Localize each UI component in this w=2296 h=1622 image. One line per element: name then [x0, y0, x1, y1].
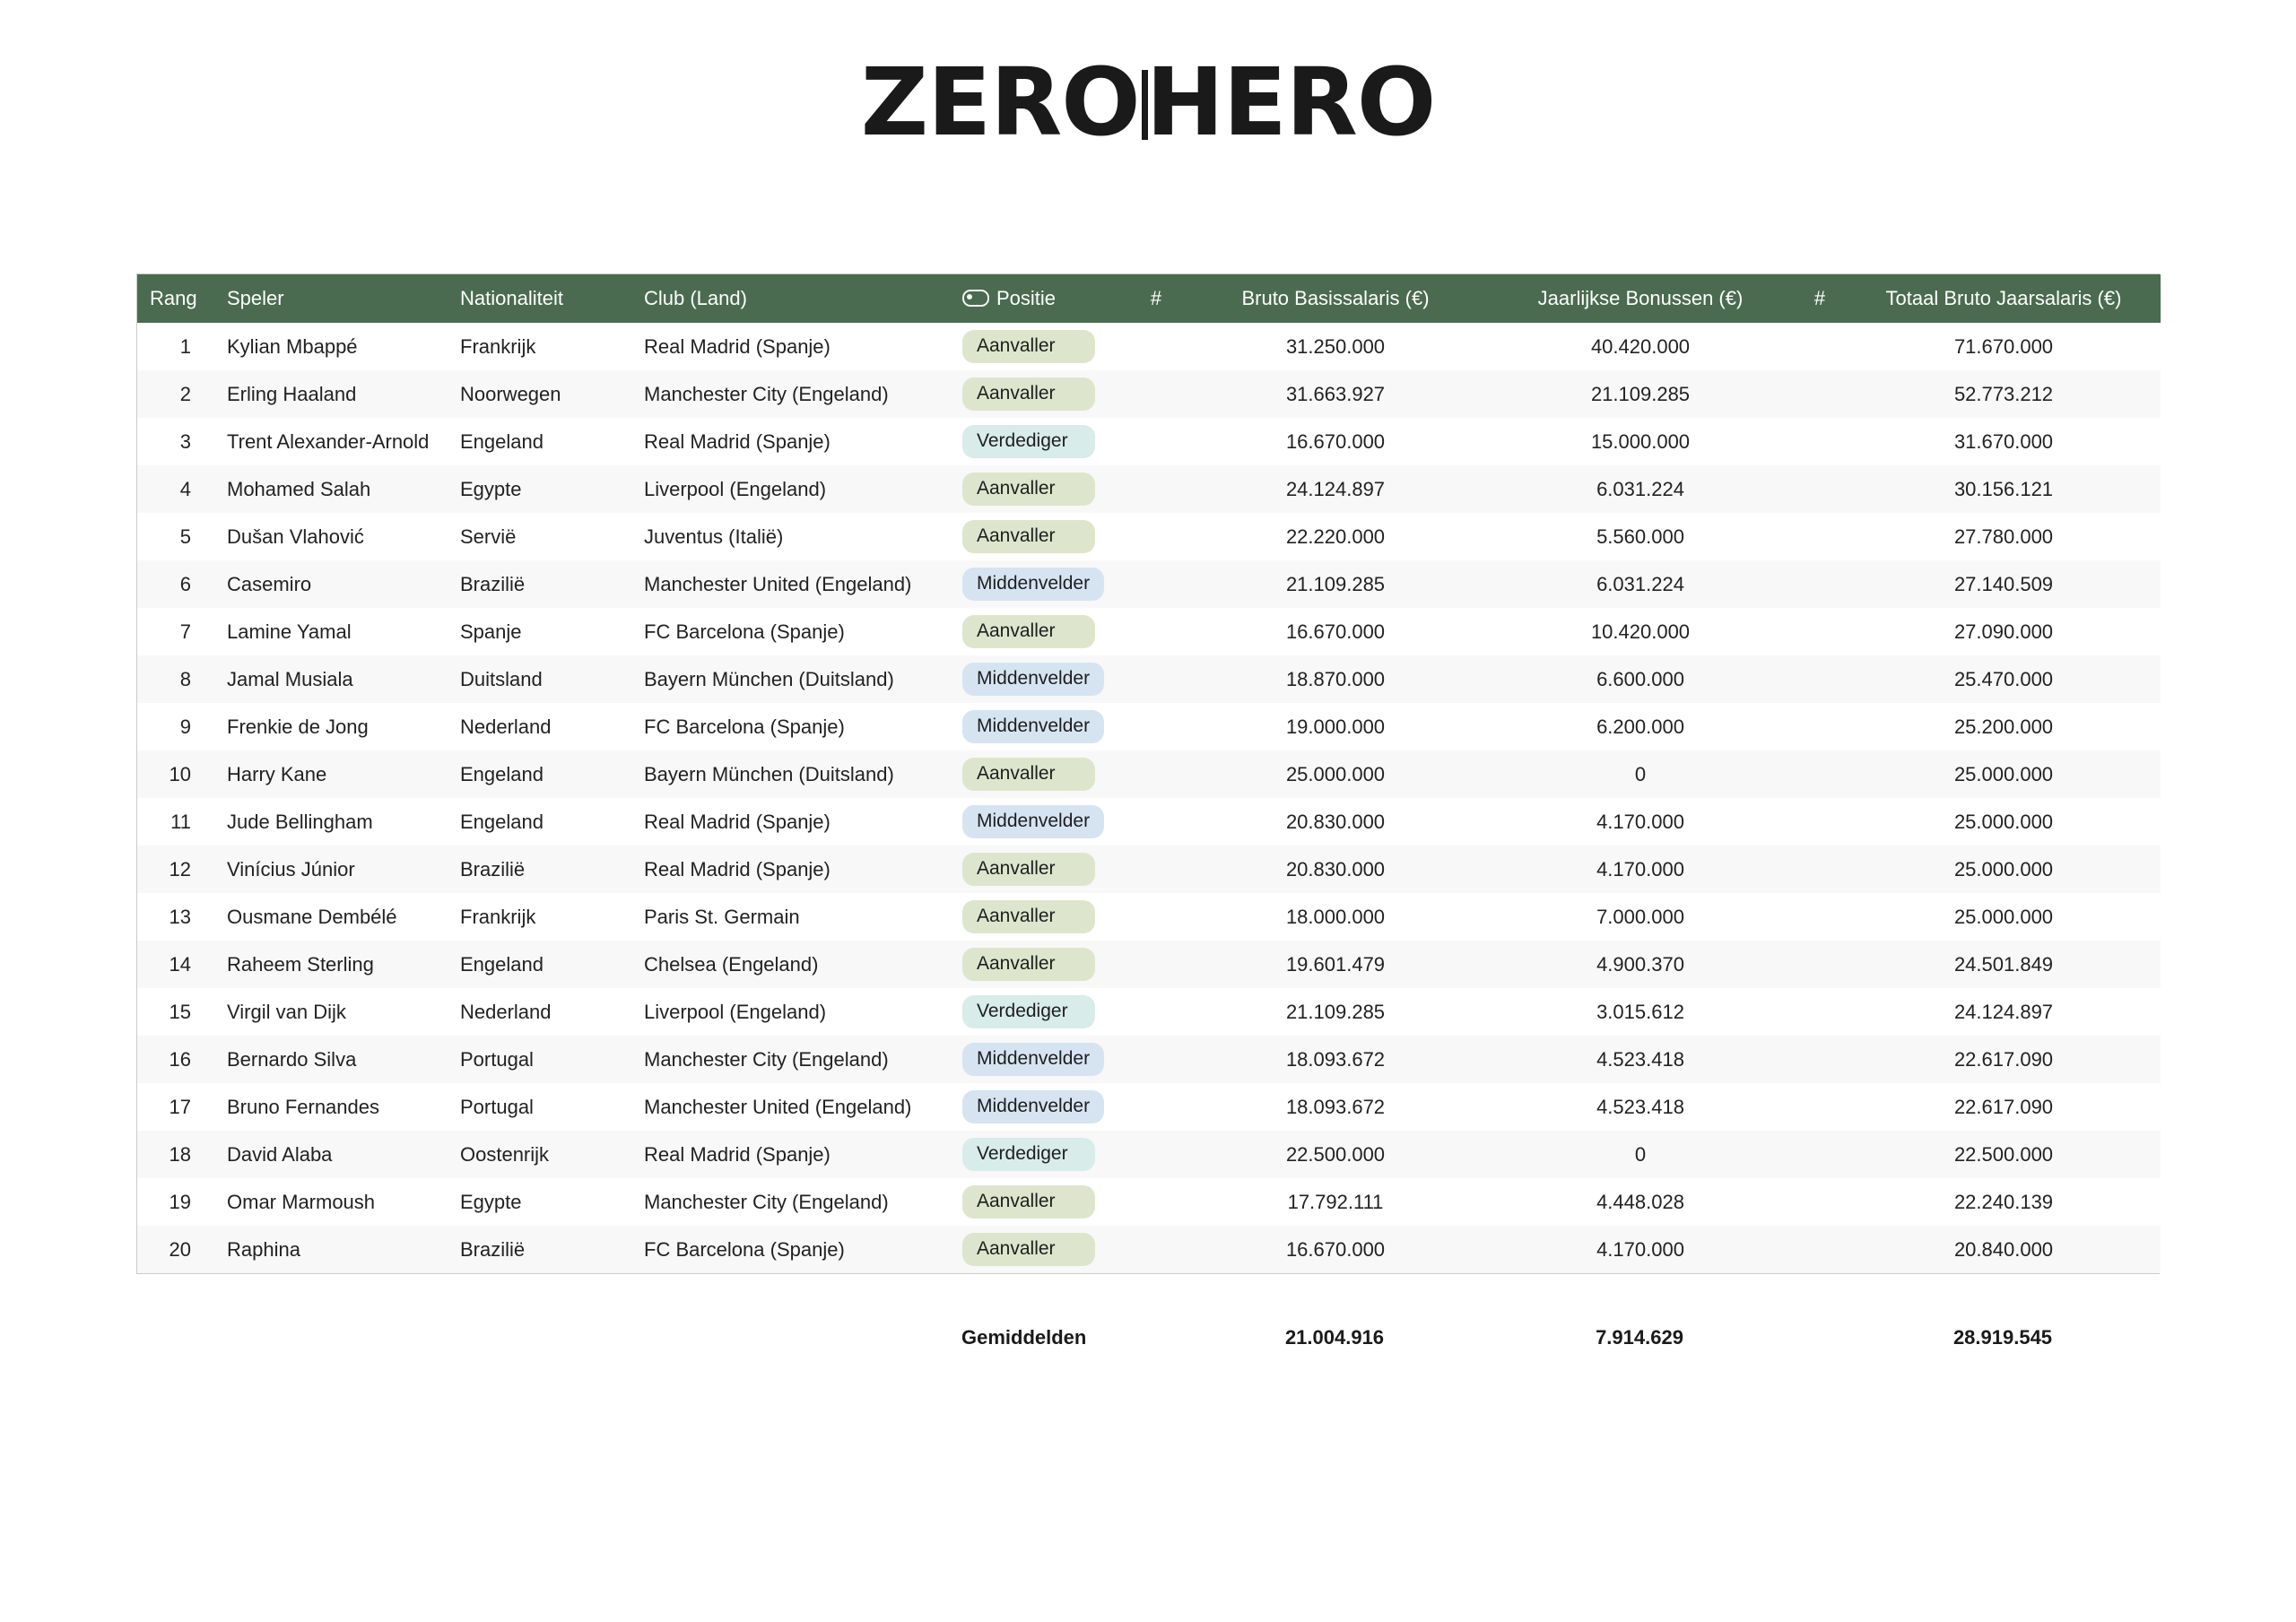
table-row[interactable]	[137, 513, 2161, 560]
cell-bruto-basissalaris: 24.124.897	[1285, 477, 1386, 500]
cell-club: Real Madrid (Spanje)	[644, 857, 831, 880]
cell-bruto-basissalaris: 16.670.000	[1285, 1237, 1386, 1261]
cell-speler: Virgil van Dijk	[227, 1000, 346, 1023]
cell-nationaliteit: Servië	[460, 525, 517, 548]
column-header-hash-2[interactable]: #	[1793, 274, 1847, 323]
column-header-totaal-bruto-jaarsalaris[interactable]: Totaal Bruto Jaarsalaris (€)	[1847, 274, 2161, 323]
cell-bruto-basissalaris: 18.000.000	[1285, 905, 1386, 928]
cell-rang: 12	[169, 857, 191, 880]
cell-hash-1	[1129, 655, 1183, 703]
cell-positie	[950, 465, 1129, 513]
filter-icon[interactable]	[962, 290, 989, 307]
cell-jaarlijkse-bonussen: 4.170.000	[1596, 1237, 1684, 1261]
cell-bruto-basissalaris: 17.792.111	[1287, 1190, 1384, 1213]
cell-totaal-bruto-jaarsalaris: 25.000.000	[1953, 810, 2054, 833]
averages-label: Gemiddelden	[961, 1326, 1087, 1349]
table-row[interactable]	[137, 465, 2161, 513]
cell-totaal-bruto-jaarsalaris: 71.670.000	[1953, 334, 2054, 358]
cell-positie	[950, 513, 1129, 560]
cell-nationaliteit: Brazilië	[460, 857, 526, 880]
cell-nationaliteit: Duitsland	[460, 667, 543, 690]
cell-hash-1	[1129, 703, 1183, 750]
cell-hash-2	[1793, 988, 1847, 1036]
table-header	[137, 274, 2161, 323]
table-row[interactable]	[137, 1178, 2161, 1226]
cell-bruto-basissalaris: 19.000.000	[1285, 715, 1386, 738]
averages-table	[136, 1314, 2160, 1362]
cell-totaal-bruto-jaarsalaris: 25.470.000	[1953, 667, 2054, 690]
column-header-positie-label: Positie	[996, 287, 1057, 309]
cell-jaarlijkse-bonussen: 6.200.000	[1596, 715, 1684, 738]
cell-jaarlijkse-bonussen: 5.560.000	[1596, 525, 1684, 548]
table-row[interactable]	[137, 1226, 2161, 1273]
cell-hash-1	[1129, 1036, 1183, 1083]
averages-totaal: 28.919.545	[1952, 1326, 2053, 1349]
cell-hash-2	[1793, 941, 1847, 988]
salaries-table	[137, 274, 2161, 1273]
cell-totaal-bruto-jaarsalaris: 25.000.000	[1953, 905, 2054, 928]
positie-badge: Middenvelder	[962, 663, 1104, 695]
cell-positie	[950, 418, 1129, 465]
positie-badge: Aanvaller	[962, 520, 1095, 552]
table-row[interactable]	[137, 750, 2161, 798]
cell-nationaliteit: Portugal	[460, 1047, 534, 1071]
cell-jaarlijkse-bonussen: 40.420.000	[1590, 334, 1691, 358]
column-header-hash-1[interactable]: #	[1129, 274, 1183, 323]
cell-totaal-bruto-jaarsalaris: 31.670.000	[1953, 429, 2054, 453]
cell-rang: 6	[179, 572, 191, 595]
cell-nationaliteit: Brazilië	[460, 572, 526, 595]
cell-positie	[950, 1178, 1129, 1226]
cell-jaarlijkse-bonussen: 6.031.224	[1596, 572, 1684, 595]
positie-badge: Aanvaller	[962, 853, 1095, 885]
cell-totaal-bruto-jaarsalaris: 22.500.000	[1953, 1142, 2054, 1166]
cell-jaarlijkse-bonussen: 3.015.612	[1596, 1000, 1684, 1023]
cell-hash-1	[1129, 513, 1183, 560]
cell-speler: Trent Alexander-Arnold	[227, 429, 430, 453]
averages-spacer-5	[1128, 1314, 1182, 1362]
cell-hash-1	[1129, 1226, 1183, 1273]
cell-rang: 5	[179, 525, 191, 548]
cell-nationaliteit: Frankrijk	[460, 334, 536, 358]
cell-nationaliteit: Engeland	[460, 429, 544, 453]
logo-text-hero: HERO	[1145, 48, 1436, 157]
table-row[interactable]	[137, 560, 2161, 608]
cell-rang: 16	[169, 1047, 191, 1071]
cell-positie	[950, 893, 1129, 941]
cell-jaarlijkse-bonussen: 7.000.000	[1596, 905, 1684, 928]
cell-totaal-bruto-jaarsalaris: 24.124.897	[1953, 1000, 2054, 1023]
cell-speler: Mohamed Salah	[227, 477, 371, 500]
positie-badge: Aanvaller	[962, 473, 1095, 505]
cell-positie	[950, 1083, 1129, 1131]
cell-jaarlijkse-bonussen: 21.109.285	[1590, 382, 1691, 405]
cell-positie	[950, 846, 1129, 893]
cell-totaal-bruto-jaarsalaris: 25.000.000	[1953, 762, 2054, 785]
positie-badge: Aanvaller	[962, 758, 1095, 790]
cell-totaal-bruto-jaarsalaris: 24.501.849	[1953, 952, 2054, 976]
table-row[interactable]	[137, 418, 2161, 465]
cell-hash-1	[1129, 941, 1183, 988]
cell-nationaliteit: Portugal	[460, 1095, 534, 1118]
cell-rang: 3	[179, 429, 191, 453]
cell-jaarlijkse-bonussen: 0	[1634, 1142, 1647, 1166]
cell-jaarlijkse-bonussen: 6.600.000	[1596, 667, 1684, 690]
cell-bruto-basissalaris: 25.000.000	[1285, 762, 1386, 785]
cell-positie	[950, 798, 1129, 846]
cell-club: Real Madrid (Spanje)	[644, 1142, 831, 1166]
cell-hash-1	[1129, 608, 1183, 655]
cell-hash-2	[1793, 798, 1847, 846]
averages-section	[136, 1314, 2160, 1362]
cell-hash-1	[1129, 465, 1183, 513]
averages-spacer-4	[631, 1314, 949, 1362]
positie-badge: Verdediger	[962, 425, 1095, 457]
cell-rang: 20	[169, 1237, 191, 1261]
cell-club: Chelsea (Engeland)	[644, 952, 819, 976]
cell-speler: Lamine Yamal	[227, 620, 352, 643]
cell-rang: 1	[179, 334, 191, 358]
cell-hash-1	[1129, 846, 1183, 893]
cell-totaal-bruto-jaarsalaris: 27.140.509	[1953, 572, 2054, 595]
averages-spacer-2	[213, 1314, 447, 1362]
cell-club: Manchester United (Engeland)	[644, 1095, 912, 1118]
cell-speler: Jude Bellingham	[227, 810, 373, 833]
cell-totaal-bruto-jaarsalaris: 30.156.121	[1953, 477, 2054, 500]
cell-rang: 17	[169, 1095, 191, 1118]
cell-club: Manchester City (Engeland)	[644, 1190, 889, 1213]
cell-rang: 19	[169, 1190, 191, 1213]
cell-rang: 2	[179, 382, 191, 405]
positie-badge: Middenvelder	[962, 1090, 1104, 1123]
cell-jaarlijkse-bonussen: 15.000.000	[1590, 429, 1691, 453]
table-header-row	[137, 274, 2161, 323]
cell-hash-2	[1793, 1083, 1847, 1131]
cell-hash-1	[1129, 893, 1183, 941]
cell-nationaliteit: Nederland	[460, 1000, 552, 1023]
cell-rang: 13	[169, 905, 191, 928]
averages-row	[136, 1314, 2160, 1362]
cell-speler: Vinícius Júnior	[227, 857, 355, 880]
column-header-rang[interactable]: Rang	[137, 274, 214, 323]
cell-totaal-bruto-jaarsalaris: 22.240.139	[1953, 1190, 2054, 1213]
cell-totaal-bruto-jaarsalaris: 20.840.000	[1953, 1237, 2054, 1261]
cell-speler: Raheem Sterling	[227, 952, 374, 976]
cell-speler: David Alaba	[227, 1142, 333, 1166]
cell-totaal-bruto-jaarsalaris: 27.090.000	[1953, 620, 2054, 643]
cell-club: Liverpool (Engeland)	[644, 1000, 827, 1023]
cell-jaarlijkse-bonussen: 6.031.224	[1596, 477, 1684, 500]
logo-text-zero: ZERO	[860, 48, 1140, 157]
cell-hash-1	[1129, 323, 1183, 370]
salaries-table-container	[136, 273, 2160, 1274]
table-row[interactable]	[137, 941, 2161, 988]
cell-jaarlijkse-bonussen: 0	[1634, 762, 1647, 785]
cell-nationaliteit: Engeland	[460, 762, 544, 785]
cell-speler: Raphina	[227, 1237, 300, 1261]
cell-rang: 4	[179, 477, 191, 500]
averages-bonussen: 7.914.629	[1596, 1326, 1683, 1349]
column-header-positie[interactable]	[950, 274, 1129, 323]
cell-rang: 7	[179, 620, 191, 643]
cell-rang: 14	[169, 952, 191, 976]
cell-positie	[950, 988, 1129, 1036]
cell-bruto-basissalaris: 21.109.285	[1285, 572, 1386, 595]
cell-hash-2	[1793, 513, 1847, 560]
table-row[interactable]	[137, 703, 2161, 750]
cell-speler: Bruno Fernandes	[227, 1095, 379, 1118]
table-row[interactable]	[137, 1036, 2161, 1083]
cell-positie	[950, 608, 1129, 655]
logo-container	[0, 0, 2296, 157]
cell-hash-2	[1793, 846, 1847, 893]
cell-bruto-basissalaris: 18.870.000	[1285, 667, 1386, 690]
cell-hash-2	[1793, 323, 1847, 370]
cell-club: Real Madrid (Spanje)	[644, 429, 831, 453]
cell-bruto-basissalaris: 31.250.000	[1285, 334, 1386, 358]
cell-speler: Frenkie de Jong	[227, 715, 369, 738]
cell-club: Real Madrid (Spanje)	[644, 810, 831, 833]
cell-hash-1	[1129, 1131, 1183, 1178]
cell-totaal-bruto-jaarsalaris: 52.773.212	[1953, 382, 2054, 405]
cell-nationaliteit: Spanje	[460, 620, 522, 643]
cell-nationaliteit: Nederland	[460, 715, 552, 738]
positie-badge: Aanvaller	[962, 377, 1095, 410]
cell-bruto-basissalaris: 18.093.672	[1285, 1047, 1386, 1071]
cell-hash-1	[1129, 370, 1183, 418]
cell-hash-2	[1793, 608, 1847, 655]
cell-hash-2	[1793, 750, 1847, 798]
cell-bruto-basissalaris: 22.500.000	[1285, 1142, 1386, 1166]
column-header-bruto-basissalaris[interactable]: Bruto Basissalaris (€)	[1183, 274, 1488, 323]
table-row[interactable]	[137, 370, 2161, 418]
cell-speler: Bernardo Silva	[227, 1047, 357, 1071]
column-header-jaarlijkse-bonussen[interactable]: Jaarlijkse Bonussen (€)	[1488, 274, 1793, 323]
cell-speler: Ousmane Dembélé	[227, 905, 397, 928]
cell-nationaliteit: Engeland	[460, 952, 544, 976]
table-row[interactable]	[137, 893, 2161, 941]
cell-positie	[950, 941, 1129, 988]
cell-jaarlijkse-bonussen: 4.523.418	[1596, 1047, 1684, 1071]
cell-totaal-bruto-jaarsalaris: 25.200.000	[1953, 715, 2054, 738]
positie-badge: Middenvelder	[962, 710, 1104, 742]
cell-jaarlijkse-bonussen: 4.448.028	[1596, 1190, 1684, 1213]
positie-badge: Middenvelder	[962, 568, 1104, 600]
cell-jaarlijkse-bonussen: 4.170.000	[1596, 857, 1684, 880]
cell-club: Manchester United (Engeland)	[644, 572, 912, 595]
cell-nationaliteit: Egypte	[460, 477, 522, 500]
cell-rang: 11	[170, 810, 191, 833]
averages-spacer-6	[1792, 1314, 1846, 1362]
cell-totaal-bruto-jaarsalaris: 22.617.090	[1953, 1095, 2054, 1118]
cell-positie	[950, 1036, 1129, 1083]
cell-jaarlijkse-bonussen: 4.900.370	[1596, 952, 1684, 976]
cell-hash-1	[1129, 798, 1183, 846]
cell-hash-2	[1793, 1131, 1847, 1178]
cell-positie	[950, 655, 1129, 703]
cell-hash-1	[1129, 1083, 1183, 1131]
cell-jaarlijkse-bonussen: 4.170.000	[1596, 810, 1684, 833]
cell-speler: Casemiro	[227, 572, 312, 595]
cell-totaal-bruto-jaarsalaris: 25.000.000	[1953, 857, 2054, 880]
zerohero-logo	[860, 48, 1436, 157]
cell-bruto-basissalaris: 21.109.285	[1285, 1000, 1386, 1023]
cell-positie	[950, 370, 1129, 418]
cell-speler: Harry Kane	[227, 762, 327, 785]
cell-rang: 10	[169, 762, 191, 785]
cell-hash-2	[1793, 1178, 1847, 1226]
cell-hash-2	[1793, 560, 1847, 608]
cell-jaarlijkse-bonussen: 10.420.000	[1590, 620, 1691, 643]
positie-badge: Verdediger	[962, 995, 1095, 1028]
cell-bruto-basissalaris: 22.220.000	[1285, 525, 1386, 548]
table-row[interactable]	[137, 1131, 2161, 1178]
cell-nationaliteit: Oostenrijk	[460, 1142, 550, 1166]
cell-rang: 18	[169, 1142, 191, 1166]
cell-hash-2	[1793, 655, 1847, 703]
cell-hash-2	[1793, 893, 1847, 941]
cell-positie	[950, 750, 1129, 798]
positie-badge: Aanvaller	[962, 330, 1095, 362]
table-row[interactable]	[137, 798, 2161, 846]
cell-nationaliteit: Frankrijk	[460, 905, 536, 928]
positie-badge: Aanvaller	[962, 615, 1095, 647]
cell-club: Paris St. Germain	[644, 905, 800, 928]
cell-hash-1	[1129, 988, 1183, 1036]
cell-positie	[950, 560, 1129, 608]
positie-badge: Aanvaller	[962, 1233, 1095, 1265]
cell-bruto-basissalaris: 20.830.000	[1285, 810, 1386, 833]
cell-club: Juventus (Italië)	[644, 525, 784, 548]
positie-badge: Aanvaller	[962, 1185, 1095, 1218]
cell-club: Bayern München (Duitsland)	[644, 667, 894, 690]
positie-badge: Middenvelder	[962, 1043, 1104, 1075]
cell-bruto-basissalaris: 16.670.000	[1285, 429, 1386, 453]
cell-speler: Jamal Musiala	[227, 667, 353, 690]
cell-club: FC Barcelona (Spanje)	[644, 715, 845, 738]
positie-badge: Verdediger	[962, 1138, 1095, 1170]
cell-positie	[950, 703, 1129, 750]
cell-totaal-bruto-jaarsalaris: 22.617.090	[1953, 1047, 2054, 1071]
cell-bruto-basissalaris: 19.601.479	[1285, 952, 1386, 976]
cell-totaal-bruto-jaarsalaris: 27.780.000	[1953, 525, 2054, 548]
cell-club: Manchester City (Engeland)	[644, 382, 889, 405]
cell-bruto-basissalaris: 20.830.000	[1285, 857, 1386, 880]
cell-bruto-basissalaris: 16.670.000	[1285, 620, 1386, 643]
cell-rang: 15	[169, 1000, 191, 1023]
table-row[interactable]	[137, 846, 2161, 893]
cell-jaarlijkse-bonussen: 4.523.418	[1596, 1095, 1684, 1118]
cell-speler: Dušan Vlahović	[227, 525, 364, 548]
cell-positie	[950, 1131, 1129, 1178]
positie-badge: Aanvaller	[962, 948, 1095, 980]
table-row[interactable]	[137, 988, 2161, 1036]
cell-rang: 9	[179, 715, 191, 738]
cell-nationaliteit: Brazilië	[460, 1237, 526, 1261]
positie-badge: Aanvaller	[962, 900, 1095, 932]
cell-rang: 8	[179, 667, 191, 690]
column-header-nationaliteit[interactable]: Nationaliteit	[448, 274, 631, 323]
cell-club: FC Barcelona (Spanje)	[644, 620, 845, 643]
cell-nationaliteit: Engeland	[460, 810, 544, 833]
cell-hash-2	[1793, 370, 1847, 418]
positie-badge: Middenvelder	[962, 805, 1104, 837]
table-row[interactable]	[137, 655, 2161, 703]
cell-club: FC Barcelona (Spanje)	[644, 1237, 845, 1261]
cell-speler: Omar Marmoush	[227, 1190, 376, 1213]
table-body	[137, 323, 2161, 1273]
averages-spacer-1	[136, 1314, 213, 1362]
cell-positie	[950, 1226, 1129, 1273]
cell-club: Real Madrid (Spanje)	[644, 334, 831, 358]
cell-hash-1	[1129, 560, 1183, 608]
cell-hash-1	[1129, 1178, 1183, 1226]
cell-bruto-basissalaris: 18.093.672	[1285, 1095, 1386, 1118]
cell-bruto-basissalaris: 31.663.927	[1285, 382, 1386, 405]
averages-basissalaris: 21.004.916	[1284, 1326, 1385, 1349]
column-header-speler[interactable]: Speler	[214, 274, 448, 323]
cell-nationaliteit: Egypte	[460, 1190, 522, 1213]
cell-hash-2	[1793, 465, 1847, 513]
cell-nationaliteit: Noorwegen	[460, 382, 561, 405]
cell-hash-2	[1793, 703, 1847, 750]
cell-club: Bayern München (Duitsland)	[644, 762, 894, 785]
cell-speler: Kylian Mbappé	[227, 334, 358, 358]
cell-hash-1	[1129, 418, 1183, 465]
cell-hash-2	[1793, 1226, 1847, 1273]
cell-club: Manchester City (Engeland)	[644, 1047, 889, 1071]
table-row[interactable]	[137, 608, 2161, 655]
cell-positie	[950, 323, 1129, 370]
table-row[interactable]	[137, 1083, 2161, 1131]
cell-speler: Erling Haaland	[227, 382, 357, 405]
cell-hash-1	[1129, 750, 1183, 798]
cell-hash-2	[1793, 418, 1847, 465]
cell-club: Liverpool (Engeland)	[644, 477, 827, 500]
column-header-club[interactable]: Club (Land)	[631, 274, 950, 323]
cell-hash-2	[1793, 1036, 1847, 1083]
table-row[interactable]	[137, 323, 2161, 370]
averages-spacer-3	[447, 1314, 631, 1362]
